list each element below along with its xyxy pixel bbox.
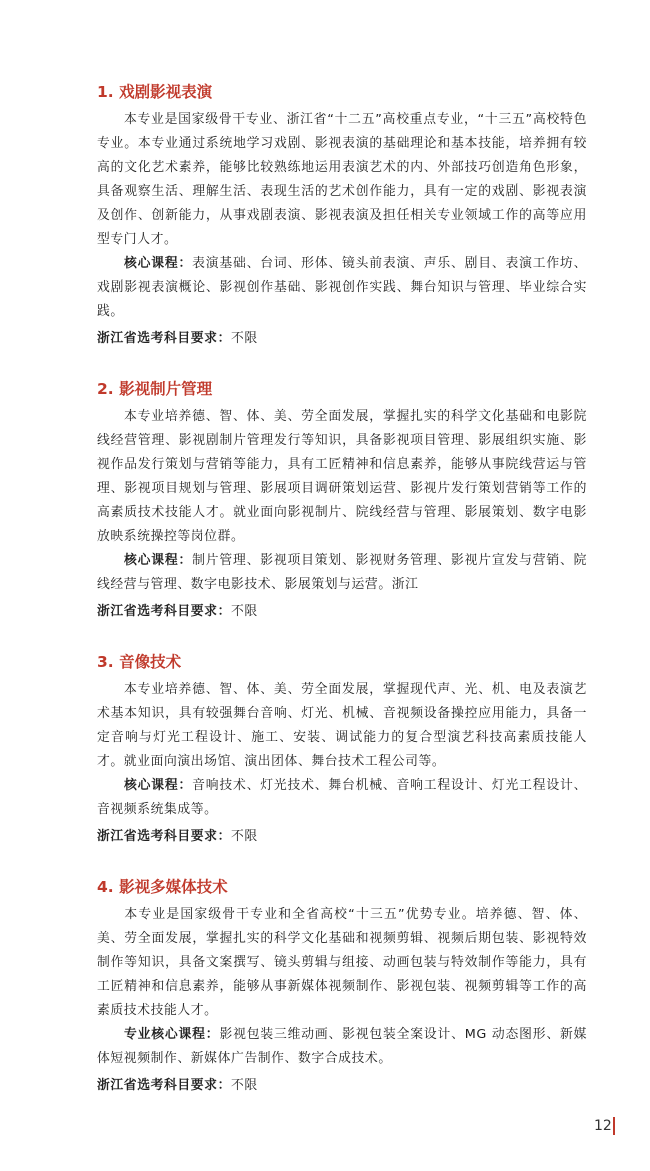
section-title: 3. 音像技术 xyxy=(97,653,182,671)
core-courses-label: 核心课程： xyxy=(123,256,193,271)
core-courses-list: 制片管理、影视项目策划、影视财务管理、影视片宣发与营销、院线经营与管理、数字电影技术、影展策划与运营。浙江 xyxy=(97,553,587,592)
core-courses-list: 音响技术、灯光技术、舞台机械、音响工程设计、灯光工程设计、音视频系统集成等。 xyxy=(97,778,587,817)
subject-requirement-value: 不限 xyxy=(230,829,258,844)
section-film-multimedia-technology xyxy=(97,875,587,1098)
core-courses-list: 影视包装三维动画、影视包装全案设计、MG 动态图形、新媒体短视频制作、新媒体广告制作、数字合成技术。 xyxy=(97,1027,587,1066)
section-film-production-management xyxy=(97,377,587,624)
subject-requirement-value: 不限 xyxy=(230,331,258,346)
subject-requirement-label: 浙江省选考科目要求： xyxy=(97,331,231,346)
core-courses xyxy=(97,1023,587,1071)
core-courses xyxy=(97,774,587,822)
page-number-accent-bar xyxy=(613,1117,615,1135)
subject-requirement-label: 浙江省选考科目要求： xyxy=(97,1078,231,1093)
section-audio-video-technology xyxy=(97,650,587,849)
section-drama-performance xyxy=(97,80,587,351)
subject-requirement-label: 浙江省选考科目要求： xyxy=(97,829,231,844)
section-title: 2. 影视制片管理 xyxy=(97,380,213,398)
subject-requirement-value: 不限 xyxy=(230,1078,258,1093)
subject-requirement xyxy=(97,327,587,351)
section-intro: 本专业培养德、智、体、美、劳全面发展，掌握扎实的科学文化基础和电影院线经营管理、影视剧制片管理发行等知识，具备影视项目管理、影展组织实施、影视作品发行策划与营销等能力，具有工匠精神和信息素养，能够从事院线营运与管理、影视项目规划与管理、影展项目调研策划运营、影视片发行策划营销等工作的高素质技术技能人才。就业面向影视制片、院线经营与管理、影展策划、数字电影放映系统操控等岗位群。 xyxy=(97,409,587,544)
core-courses-label: 核心课程： xyxy=(123,778,193,793)
section-intro: 本专业是国家级骨干专业、浙江省“十二五”高校重点专业，“十三五”高校特色专业。本专业通过系统地学习戏剧、影视表演的基础理论和基本技能，培养拥有较高的文化艺术素养，能够比较熟练地运用表演艺术的内、外部技巧创造角色形象，具备观察生活、理解生活、表现生活的艺术创作能力，具有一定的戏剧、影视表演及创作、创新能力，从事戏剧表演、影视表演及担任相关专业领域工作的高等应用型专门人才。 xyxy=(97,112,587,247)
subject-requirement-value: 不限 xyxy=(230,604,258,619)
core-courses-label: 专业核心课程： xyxy=(123,1027,220,1042)
section-title: 4. 影视多媒体技术 xyxy=(97,878,228,896)
core-courses xyxy=(97,252,587,324)
subject-requirement xyxy=(97,1074,587,1098)
subject-requirement-label: 浙江省选考科目要求： xyxy=(97,604,231,619)
subject-requirement xyxy=(97,825,587,849)
section-intro: 本专业培养德、智、体、美、劳全面发展，掌握现代声、光、机、电及表演艺术基本知识，具有较强舞台音响、灯光、机械、音视频设备操控应用能力，具备一定音响与灯光工程设计、施工、安装、调试能力的复合型演艺科技高素质技能人才。就业面向演出场馆、演出团体、舞台技术工程公司等。 xyxy=(97,682,587,769)
section-intro: 本专业是国家级骨干专业和全省高校“十三五”优势专业。培养德、智、体、美、劳全面发展，掌握扎实的科学文化基础和视频剪辑、视频后期包装、影视特效制作等知识，具备文案撰写、镜头剪辑与组接、动画包装与特效制作等能力，具有工匠精神和信息素养，能够从事新媒体视频制作、影视包装、视频剪辑等工作的高素质技术技能人才。 xyxy=(97,907,587,1018)
core-courses xyxy=(97,549,587,597)
core-courses-list: 表演基础、台词、形体、镜头前表演、声乐、剧目、表演工作坊、戏剧影视表演概论、影视创作基础、影视创作实践、舞台知识与管理、毕业综合实践。 xyxy=(97,256,587,319)
section-title: 1. 戏剧影视表演 xyxy=(97,83,213,101)
subject-requirement xyxy=(97,600,587,624)
page-number: 12 xyxy=(594,1118,612,1134)
core-courses-label: 核心课程： xyxy=(123,553,193,568)
